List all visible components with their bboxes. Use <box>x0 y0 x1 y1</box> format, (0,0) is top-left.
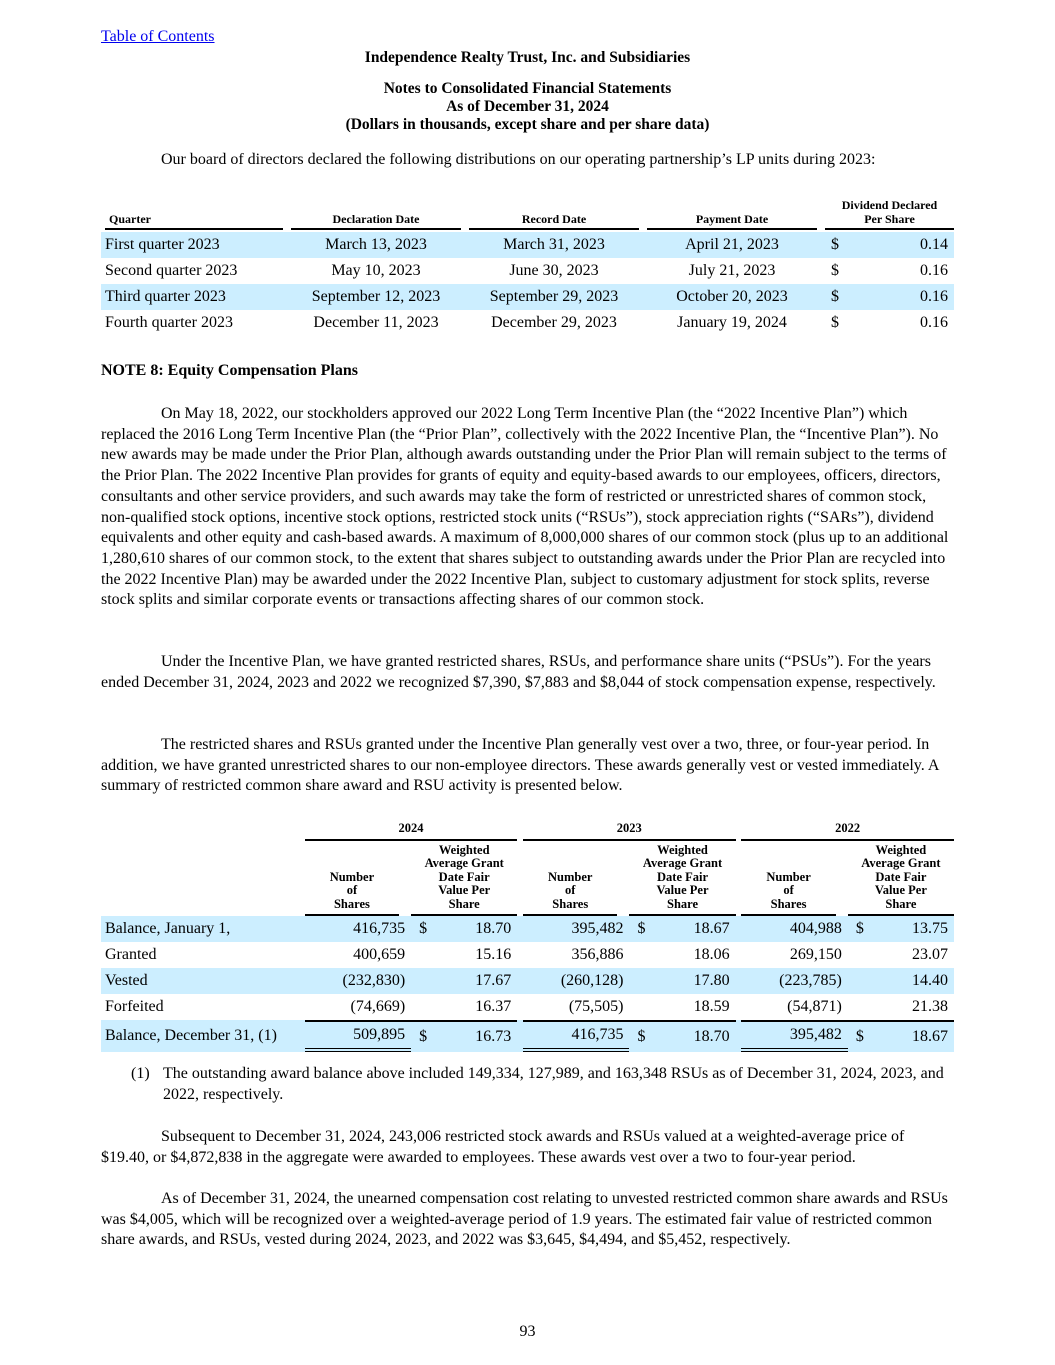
row-label: Forfeited <box>105 997 164 1015</box>
declaration-date-cell: March 13, 2023 <box>291 232 461 258</box>
currency-cell <box>629 968 651 994</box>
record-date-cell: December 29, 2023 <box>491 314 617 331</box>
rsu-row-balance-dec <box>101 1020 954 1052</box>
currency-cell <box>848 994 870 1020</box>
value-cell: 23.07 <box>912 945 948 963</box>
shares-cell: 356,886 <box>571 945 624 963</box>
statement-header <box>101 80 954 134</box>
currency-cell: $ <box>825 284 849 310</box>
currency-cell: $ <box>411 1020 433 1052</box>
value-cell: 18.70 <box>651 1020 735 1052</box>
col-header-declaration-date: Declaration Date <box>291 212 461 230</box>
quarter-cell: First quarter 2023 <box>101 232 283 258</box>
footnote-text: The outstanding award balance above included 149,334, 127,989, and 163,348 RSUs as of December 31, 2024, 2023, and 2022, respectively. <box>163 1065 944 1103</box>
col-header-weighted-avg-value: Weighted Average Grant Date Fair Value Per Share <box>848 844 954 916</box>
shares-cell: 395,482 <box>741 1020 847 1052</box>
page-number: 93 <box>519 1323 536 1340</box>
year-header-2023: 2023 <box>523 822 736 841</box>
currency-cell: $ <box>629 1020 651 1052</box>
payment-date-cell: July 21, 2023 <box>688 262 776 279</box>
shares-cell: 416,735 <box>305 916 411 942</box>
shares-cell: 404,988 <box>741 916 847 942</box>
currency-cell <box>848 968 870 994</box>
shares-cell: 269,150 <box>789 945 842 963</box>
table-of-contents-link[interactable]: Table of Contents <box>101 28 215 45</box>
col-header-weighted-avg-value: Weighted Average Grant Date Fair Value Per Share <box>411 844 517 916</box>
currency-cell <box>629 994 651 1020</box>
currency-cell <box>411 968 433 994</box>
distribution-row <box>101 232 954 258</box>
declaration-date-cell: December 11, 2023 <box>313 314 439 331</box>
currency-cell: $ <box>411 916 433 942</box>
rsu-row-forfeited <box>101 994 954 1020</box>
distributions-header-row <box>101 198 954 232</box>
company-name: Independence Realty Trust, Inc. and Subsidiaries <box>364 49 691 66</box>
declaration-date-cell: September 12, 2023 <box>291 284 461 310</box>
statement-title: Notes to Consolidated Financial Statements <box>383 80 672 97</box>
row-label: Balance, December 31, (1) <box>101 1020 305 1052</box>
dividend-amount-cell: 0.14 <box>849 232 954 258</box>
col-header-number-of-shares: Number of Shares <box>305 871 399 916</box>
dividend-amount-cell: 0.16 <box>920 314 948 331</box>
currency-cell <box>411 994 433 1020</box>
col-header-quarter: Quarter <box>105 212 283 230</box>
row-label: Vested <box>101 968 305 994</box>
shares-cell: (232,830) <box>305 968 411 994</box>
dividend-amount-cell: 0.16 <box>849 284 954 310</box>
distribution-row <box>101 310 954 336</box>
shares-cell: 416,735 <box>523 1020 629 1052</box>
rsu-row-vested <box>101 968 954 994</box>
currency-cell: $ <box>825 232 849 258</box>
quarter-cell: Second quarter 2023 <box>105 262 238 279</box>
col-header-payment-date: Payment Date <box>647 212 817 230</box>
shares-cell: 400,659 <box>353 945 406 963</box>
distribution-row <box>101 258 954 284</box>
shares-cell: (260,128) <box>523 968 629 994</box>
quarter-cell: Fourth quarter 2023 <box>105 314 233 331</box>
shares-cell: (54,871) <box>787 997 842 1015</box>
currency-cell: $ <box>629 916 651 942</box>
col-header-weighted-avg-value: Weighted Average Grant Date Fair Value Per Share <box>629 844 735 916</box>
value-cell: 17.67 <box>433 968 517 994</box>
currency-cell <box>629 942 651 968</box>
currency-cell: $ <box>831 262 839 279</box>
distributions-intro: Our board of directors declared the following distributions on our operating partnership’s LP units during 2023: <box>161 151 876 168</box>
column-header-row <box>101 844 954 916</box>
value-cell: 17.80 <box>651 968 735 994</box>
shares-cell: (223,785) <box>741 968 847 994</box>
unearned-compensation-paragraph: As of December 31, 2024, the unearned compensation cost relating to unvested restricted common share awards and RSUs was $4,005, which will be recognized over a weighted-average period of 1.9 years. The estimated fair value of restricted common share awards, and RSUs, vested during 2024, 2023, and 2022 was $3,645, $4,494, and $5,452, respectively. <box>101 1190 948 1249</box>
declaration-date-cell: May 10, 2023 <box>331 262 421 279</box>
footnote-1 <box>131 1064 954 1105</box>
dividend-amount-cell: 0.16 <box>920 262 948 279</box>
row-label: Balance, January 1, <box>101 916 305 942</box>
currency-cell: $ <box>848 1020 870 1052</box>
footnote-marker: (1) <box>131 1065 150 1082</box>
year-header-2022: 2022 <box>741 822 954 841</box>
value-cell: 21.38 <box>912 997 948 1015</box>
payment-date-cell: April 21, 2023 <box>647 232 817 258</box>
statement-units: (Dollars in thousands, except share and per share data) <box>345 116 710 133</box>
shares-cell: (74,669) <box>350 997 406 1015</box>
payment-date-cell: January 19, 2024 <box>677 314 787 331</box>
currency-cell <box>848 942 870 968</box>
currency-cell <box>411 942 433 968</box>
value-cell: 18.67 <box>651 916 735 942</box>
distribution-row <box>101 284 954 310</box>
col-header-record-date: Record Date <box>469 212 639 230</box>
note-8-paragraph-2: Under the Incentive Plan, we have granted restricted shares, RSUs, and performance share units (“PSUs”). For the years ended December 31, 2024, 2023 and 2022 we recognized $7,390, $7,883 and $8,044 of stock compensation expense, respectively. <box>101 653 936 691</box>
currency-cell: $ <box>848 916 870 942</box>
note-8-title: NOTE 8: Equity Compensation Plans <box>101 362 358 379</box>
shares-cell: (75,505) <box>568 997 624 1015</box>
value-cell: 18.59 <box>693 997 730 1015</box>
value-cell: 16.73 <box>433 1020 517 1052</box>
year-header-row <box>101 822 954 844</box>
row-label: Granted <box>105 945 157 963</box>
value-cell: 14.40 <box>870 968 954 994</box>
value-cell: 18.70 <box>433 916 517 942</box>
note-8-paragraph-1: On May 18, 2022, our stockholders approved our 2022 Long Term Incentive Plan (the “2022 Incentive Plan”) which replaced the 2016 Long Term Incentive Plan (the “Prior Plan”, collectively with the 2022 Incentive Plan, the “Incentive Plan”). No new awards may be made under the Prior Plan, although awards outstanding under the Prior Plan will remain subject to the terms of the Prior Plan. The 2022 Incentive Plan provides for grants of equity and equity-based awards to our employees, officers, directors, consultants and other service providers, and such awards may take the form of restricted or unrestricted shares of common stock, non-qualified stock options, incentive stock options, restricted stock units (“RSUs”), stock appreciation rights (“SARs”), dividend equivalents and other equity and cash-based awards. A maximum of 8,000,000 shares of our common stock (plus up to an additional 1,280,610 shares of our common stock, to the extent that shares subject to outstanding awards under the Prior Plan are recycled into the 2022 Incentive Plan) may be awarded under the 2022 Incentive Plan, subject to customary adjustment for stock splits, reverse stock splits and similar corporate events or transactions affecting shares of our common stock. <box>101 405 949 609</box>
value-cell: 18.06 <box>693 945 730 963</box>
currency-cell: $ <box>831 314 839 331</box>
record-date-cell: June 30, 2023 <box>509 262 599 279</box>
payment-date-cell: October 20, 2023 <box>647 284 817 310</box>
note-8-paragraph-3: The restricted shares and RSUs granted under the Incentive Plan generally vest over a two, three, or four-year period. In addition, we have granted unrestricted shares to our non-employee directors. These awards generally vest or vested immediately. A summary of restricted common share award and RSU activity is presented below. <box>101 736 939 795</box>
year-header-2024: 2024 <box>305 822 518 841</box>
value-cell: 15.16 <box>475 945 512 963</box>
value-cell: 16.37 <box>475 997 512 1015</box>
record-date-cell: March 31, 2023 <box>469 232 639 258</box>
col-header-number-of-shares: Number of Shares <box>741 871 835 916</box>
shares-cell: 509,895 <box>305 1020 411 1052</box>
col-header-number-of-shares: Number of Shares <box>523 871 617 916</box>
distributions-table <box>101 198 954 336</box>
statement-date: As of December 31, 2024 <box>446 98 609 115</box>
shares-cell: 395,482 <box>523 916 629 942</box>
value-cell: 13.75 <box>870 916 954 942</box>
rsu-row-granted <box>101 942 954 968</box>
rsu-row-balance-jan <box>101 916 954 942</box>
value-cell: 18.67 <box>870 1020 954 1052</box>
rsu-activity-table <box>101 822 954 1052</box>
quarter-cell: Third quarter 2023 <box>101 284 283 310</box>
record-date-cell: September 29, 2023 <box>469 284 639 310</box>
subsequent-awards-paragraph: Subsequent to December 31, 2024, 243,006 restricted stock awards and RSUs valued at a weighted-average price of $19.40, or $4,872,838 in the aggregate were awarded to employees. These awards vest over a two to four-year period. <box>101 1128 905 1166</box>
col-header-dividend-per-share: Dividend Declared Per Share <box>825 198 954 230</box>
